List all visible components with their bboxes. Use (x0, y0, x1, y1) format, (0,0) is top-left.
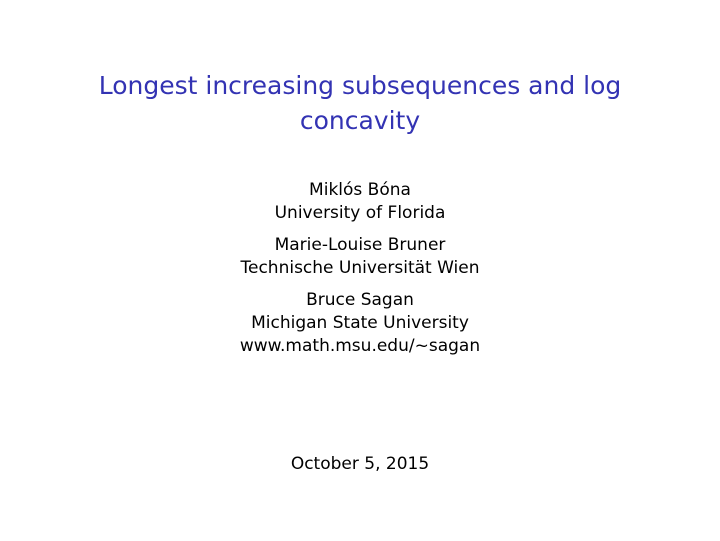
author-bruner (0, 234, 720, 280)
author-sagan (0, 289, 720, 358)
author-name: Bruce Sagan (306, 290, 414, 310)
title-line-2: concavity (299, 106, 421, 135)
author-bona (0, 179, 720, 225)
author-name: Marie-Louise Bruner (274, 235, 446, 255)
author-affiliation: Technische Universität Wien (240, 258, 480, 278)
title-line-1: Longest increasing subsequences and log (98, 71, 622, 100)
author-url: www.math.msu.edu/~sagan (239, 336, 481, 356)
presentation-date: October 5, 2015 (290, 454, 430, 474)
author-list (0, 179, 720, 367)
slide-title (0, 68, 720, 138)
author-affiliation: University of Florida (274, 203, 446, 223)
author-name: Miklós Bóna (309, 180, 411, 200)
author-affiliation: Michigan State University (251, 313, 469, 333)
